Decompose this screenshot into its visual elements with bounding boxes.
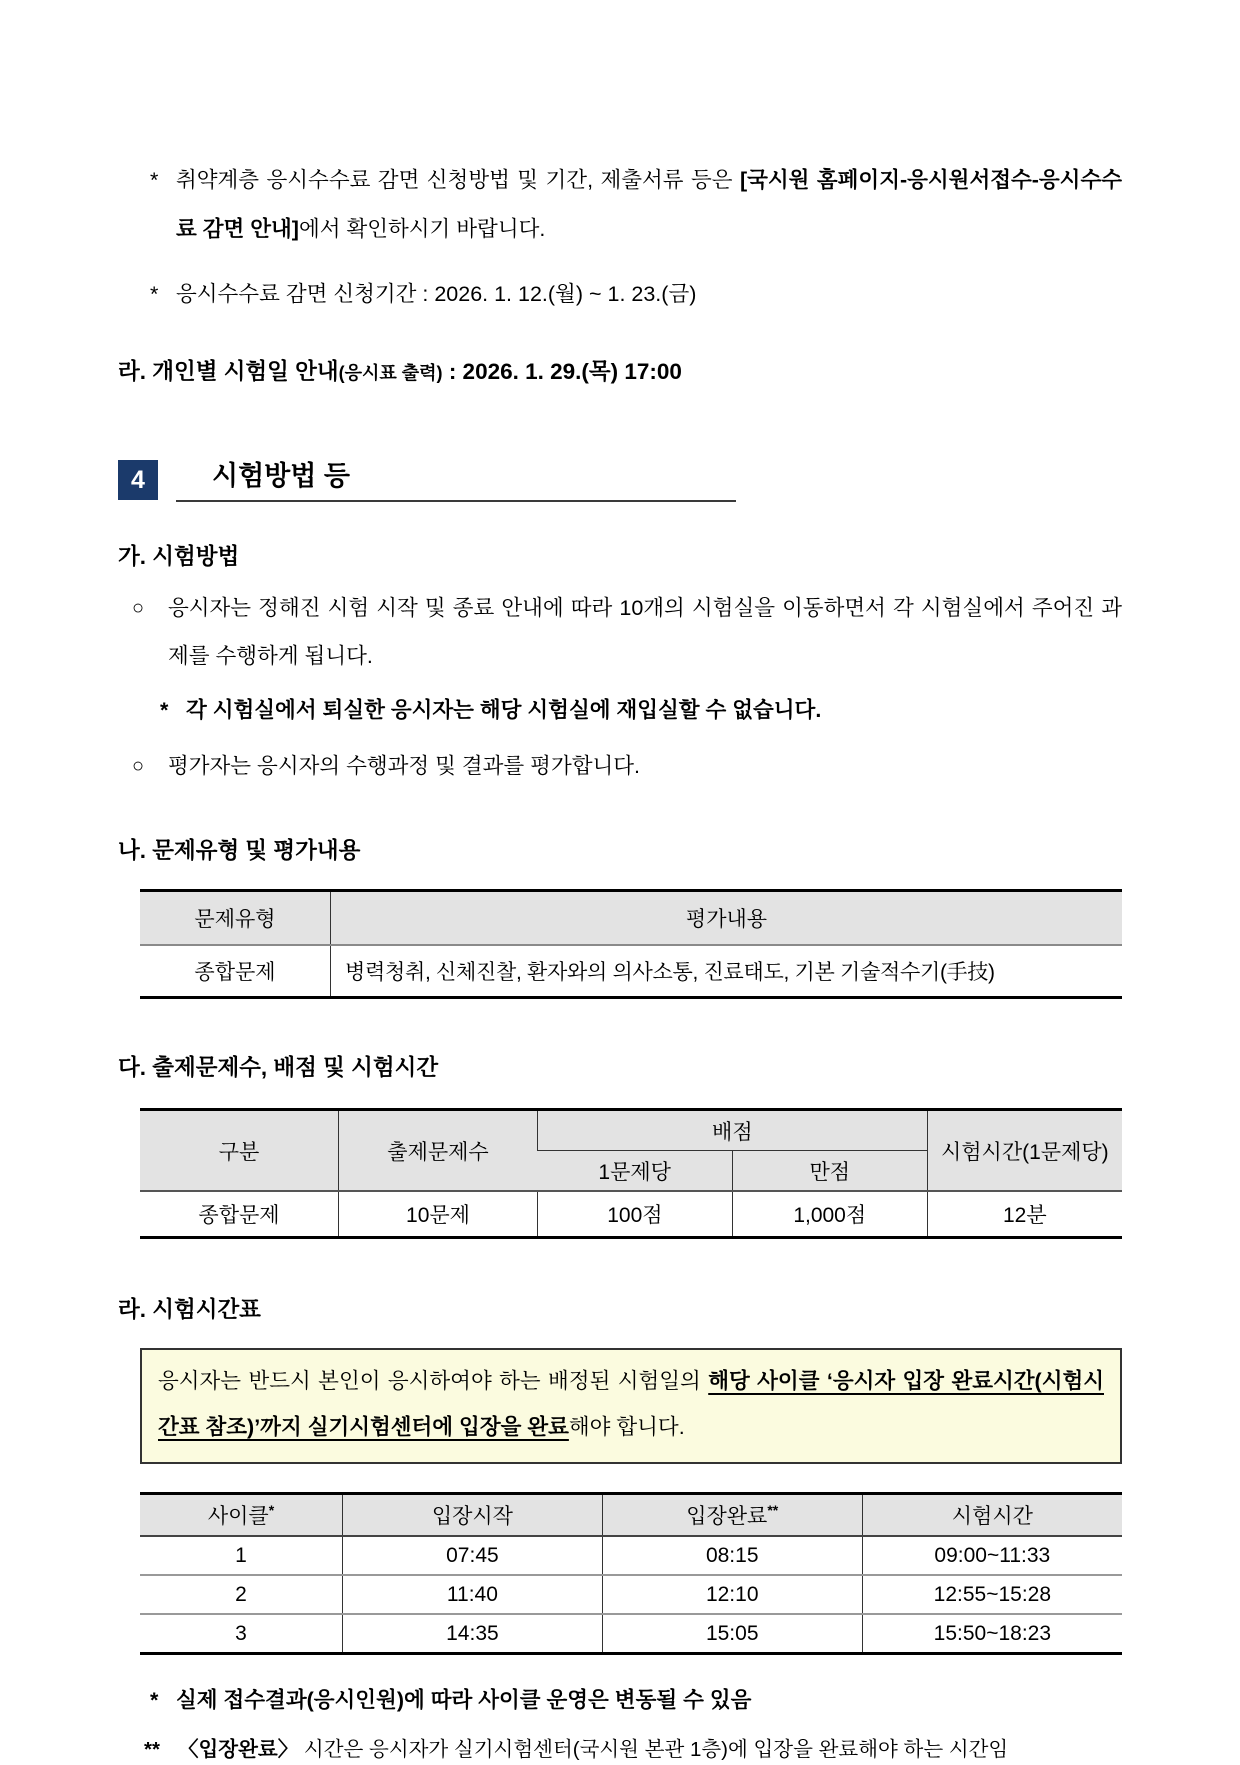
footnote-text <box>178 1735 1008 1765</box>
cycle-footnote-1 <box>150 1685 1122 1715</box>
col-header-exam-time: 시험시간(1문제당) <box>927 1110 1122 1192</box>
notice-text-bold-underline: 해당 사이클 ‘응시자 입장 완료시간(시험시간표 참조)’까지 실기시험센터에 입장을 완료 <box>158 1369 1104 1440</box>
note-fee-reduction-info <box>150 156 1122 254</box>
cell-entry-complete: 08:15 <box>602 1536 862 1575</box>
note-text <box>176 156 1122 254</box>
col-header-entry-start: 입장시작 <box>343 1494 603 1537</box>
table-header-row <box>140 1494 1122 1537</box>
entry-deadline-notice-box <box>140 1348 1122 1464</box>
footnote-ref: ** <box>767 1502 779 1519</box>
method-subnote <box>160 688 1122 732</box>
table-row <box>140 1536 1122 1575</box>
col-header-entry-complete: 입장완료** <box>602 1494 862 1537</box>
col-header-question-type: 문제유형 <box>140 890 331 945</box>
col-header-cycle: 사이클* <box>140 1494 343 1537</box>
section-4-header <box>118 460 1122 502</box>
col-header-eval-content: 평가내용 <box>331 890 1123 945</box>
question-type-table-wrap <box>140 889 1122 999</box>
cell-exam-time: 15:50~18:23 <box>862 1614 1122 1654</box>
col-header-question-count: 출제문제수 <box>339 1110 538 1192</box>
table-row <box>140 1575 1122 1614</box>
scoring-heading: 다. 출제문제수, 배점 및 시험시간 <box>118 1054 439 1080</box>
cell-exam-time: 12분 <box>927 1191 1122 1238</box>
question-type-heading: 나. 문제유형 및 평가내용 <box>118 837 361 863</box>
section-title: 시험방법 등 <box>212 460 350 491</box>
cell-entry-start: 14:35 <box>343 1614 603 1654</box>
footnote-text: 실제 접수결과(응시인원)에 따라 사이클 운영은 변동될 수 있음 <box>176 1688 752 1713</box>
bullet-text: 평가자는 응시자의 수행과정 및 결과를 평가합니다. <box>168 753 640 778</box>
asterisk-marker: * <box>150 1688 159 1713</box>
cycle-table-wrap <box>140 1492 1122 1655</box>
section-title-underline <box>176 462 736 503</box>
question-type-table <box>140 889 1122 999</box>
double-asterisk-marker: ** <box>144 1738 160 1762</box>
footnote-text-bold: 〈입장완료〉 <box>178 1738 299 1762</box>
cell-question-type: 종합문제 <box>194 960 276 984</box>
exam-date-value: : 2026. 1. 29.(목) 17:00 <box>442 359 682 384</box>
table-header-row <box>140 890 1122 945</box>
table-header-row <box>140 1110 1122 1151</box>
asterisk-marker: * <box>150 282 159 306</box>
cycle-footnote-2 <box>144 1735 1122 1765</box>
col-header-max-points: 만점 <box>732 1151 927 1192</box>
method-bullet-1 <box>132 584 1122 680</box>
table-row <box>140 1614 1122 1654</box>
notice-text-pre: 응시자는 반드시 본인이 응시하여야 하는 배정된 시험일의 <box>158 1369 709 1394</box>
note-text-post: 에서 확인하시기 바랍니다. <box>298 217 546 241</box>
cell-entry-complete: 15:05 <box>602 1614 862 1654</box>
asterisk-marker: * <box>160 697 169 722</box>
cycle-timetable <box>140 1492 1122 1655</box>
cell-cycle: 3 <box>140 1614 343 1654</box>
subnote-text: 각 시험실에서 퇴실한 응시자는 해당 시험실에 재입실할 수 없습니다. <box>186 697 822 722</box>
note-text-bold: [국시원 홈페이지-응시원서접수-응시수수료 감면 안내] <box>176 168 1122 241</box>
exam-date-heading <box>118 357 1122 386</box>
cell-category: 종합문제 <box>198 1204 280 1227</box>
cell-question-count: 10문제 <box>339 1191 538 1238</box>
note-text: 응시수수료 감면 신청기간 : 2026. 1. 12.(월) ~ 1. 23.(금) <box>176 282 697 306</box>
cell-cycle: 2 <box>140 1575 343 1614</box>
scoring-table-wrap <box>140 1108 1122 1239</box>
table-row <box>140 945 1122 998</box>
bullet-text: 응시자는 정해진 시험 시작 및 종료 안내에 따라 10개의 시험실을 이동하면서 각 시험실에서 주어진 과제를 수행하게 됩니다. <box>168 595 1122 668</box>
note-fee-reduction-period <box>150 270 1122 319</box>
exam-date-sub: (응시표 출력) <box>338 363 443 383</box>
cell-exam-time: 12:55~15:28 <box>862 1575 1122 1614</box>
scoring-table <box>140 1108 1122 1239</box>
circle-bullet-icon: ○ <box>132 754 145 777</box>
method-heading: 가. 시험방법 <box>118 544 240 570</box>
timetable-heading: 라. 시험시간표 <box>118 1297 261 1322</box>
cell-entry-complete: 12:10 <box>602 1575 862 1614</box>
cell-entry-start: 11:40 <box>343 1575 603 1614</box>
asterisk-marker: * <box>150 168 159 192</box>
method-bullet-2 <box>132 742 1122 790</box>
col-header-points-group: 배점 <box>538 1110 928 1151</box>
col-header-category: 구분 <box>140 1110 339 1192</box>
cell-max-points: 1,000점 <box>732 1191 927 1238</box>
circle-bullet-icon: ○ <box>132 596 145 619</box>
col-header-per-question: 1문제당 <box>538 1151 733 1192</box>
col-header-exam-time: 시험시간 <box>862 1494 1122 1537</box>
cell-eval-content: 병력청취, 신체진찰, 환자와의 의사소통, 진료태도, 기본 기술적수기(手技) <box>331 945 1123 998</box>
section-number-badge: 4 <box>118 460 158 500</box>
exam-date-label: 라. 개인별 시험일 안내 <box>118 359 339 384</box>
cell-cycle: 1 <box>235 1543 247 1567</box>
note-text-pre: 취약계층 응시수수료 감면 신청방법 및 기간, 제출서류 등은 <box>176 168 740 192</box>
cell-per-question-points: 100점 <box>538 1191 733 1238</box>
cell-entry-start: 07:45 <box>343 1536 603 1575</box>
footnote-ref: * <box>268 1502 275 1519</box>
table-row <box>140 1191 1122 1238</box>
notice-text-post: 해야 합니다. <box>568 1415 685 1440</box>
footnote-text-post: 시간은 응시자가 실기시험센터(국시원 본관 1층)에 입장을 완료해야 하는 시간임 <box>298 1738 1009 1762</box>
cell-exam-time: 09:00~11:33 <box>862 1536 1122 1575</box>
